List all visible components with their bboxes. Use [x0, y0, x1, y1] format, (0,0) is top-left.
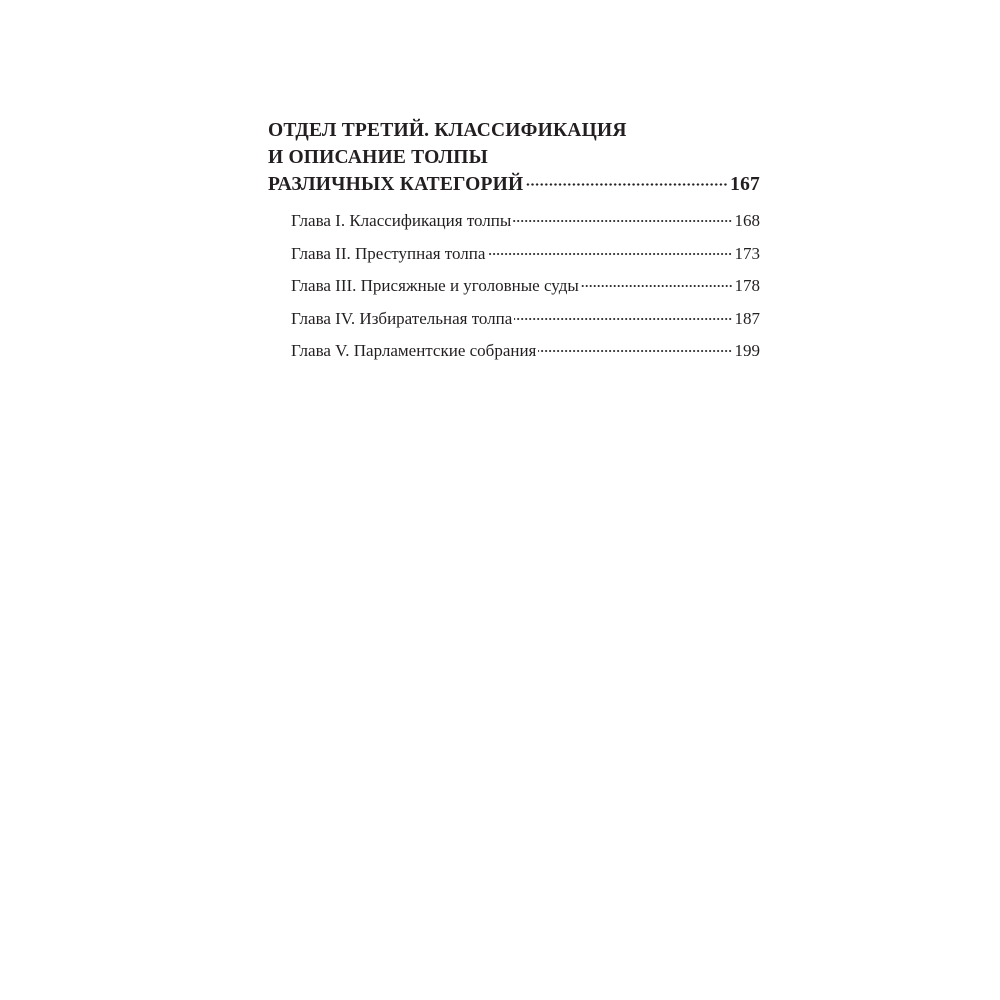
chapter-entry-4[interactable]: [291, 303, 760, 336]
chapter-page-number: 178: [734, 276, 760, 295]
chapter-entry-2[interactable]: [291, 238, 760, 271]
dot-leader: [514, 318, 732, 320]
chapter-entry-5[interactable]: [291, 335, 760, 368]
chapter-page-number: 199: [734, 341, 760, 360]
chapter-title: Глава III. Присяжные и уголовные суды: [291, 276, 579, 295]
chapter-entry-3[interactable]: [291, 270, 760, 303]
dot-leader: [525, 183, 728, 186]
section-title-line-3: РАЗЛИЧНЫХ КАТЕГОРИЙ: [268, 174, 524, 195]
dot-leader: [581, 285, 733, 287]
dot-leader: [538, 350, 732, 352]
chapter-entry-1[interactable]: [291, 205, 760, 238]
table-of-contents: [268, 117, 760, 368]
chapter-page-number: 168: [734, 211, 760, 230]
chapter-page-number: 187: [734, 308, 760, 328]
section-title-line-2: И ОПИСАНИЕ ТОЛПЫ: [268, 147, 488, 168]
section-page-number: 167: [730, 174, 760, 195]
chapter-title: Глава II. Преступная толпа: [291, 243, 486, 263]
chapter-title: Глава IV. Избирательная толпа: [291, 308, 513, 328]
chapter-title: Глава I. Классификация толпы: [291, 211, 512, 230]
section-entry[interactable]: [268, 171, 760, 198]
chapter-title: Глава V. Парламентские собрания: [291, 341, 537, 360]
dot-leader: [513, 220, 732, 222]
chapter-list: [268, 205, 760, 368]
section-title-line-1: ОТДЕЛ ТРЕТИЙ. КЛАССИФИКАЦИЯ: [268, 120, 627, 141]
chapter-page-number: 173: [734, 243, 760, 263]
dot-leader: [487, 253, 732, 255]
